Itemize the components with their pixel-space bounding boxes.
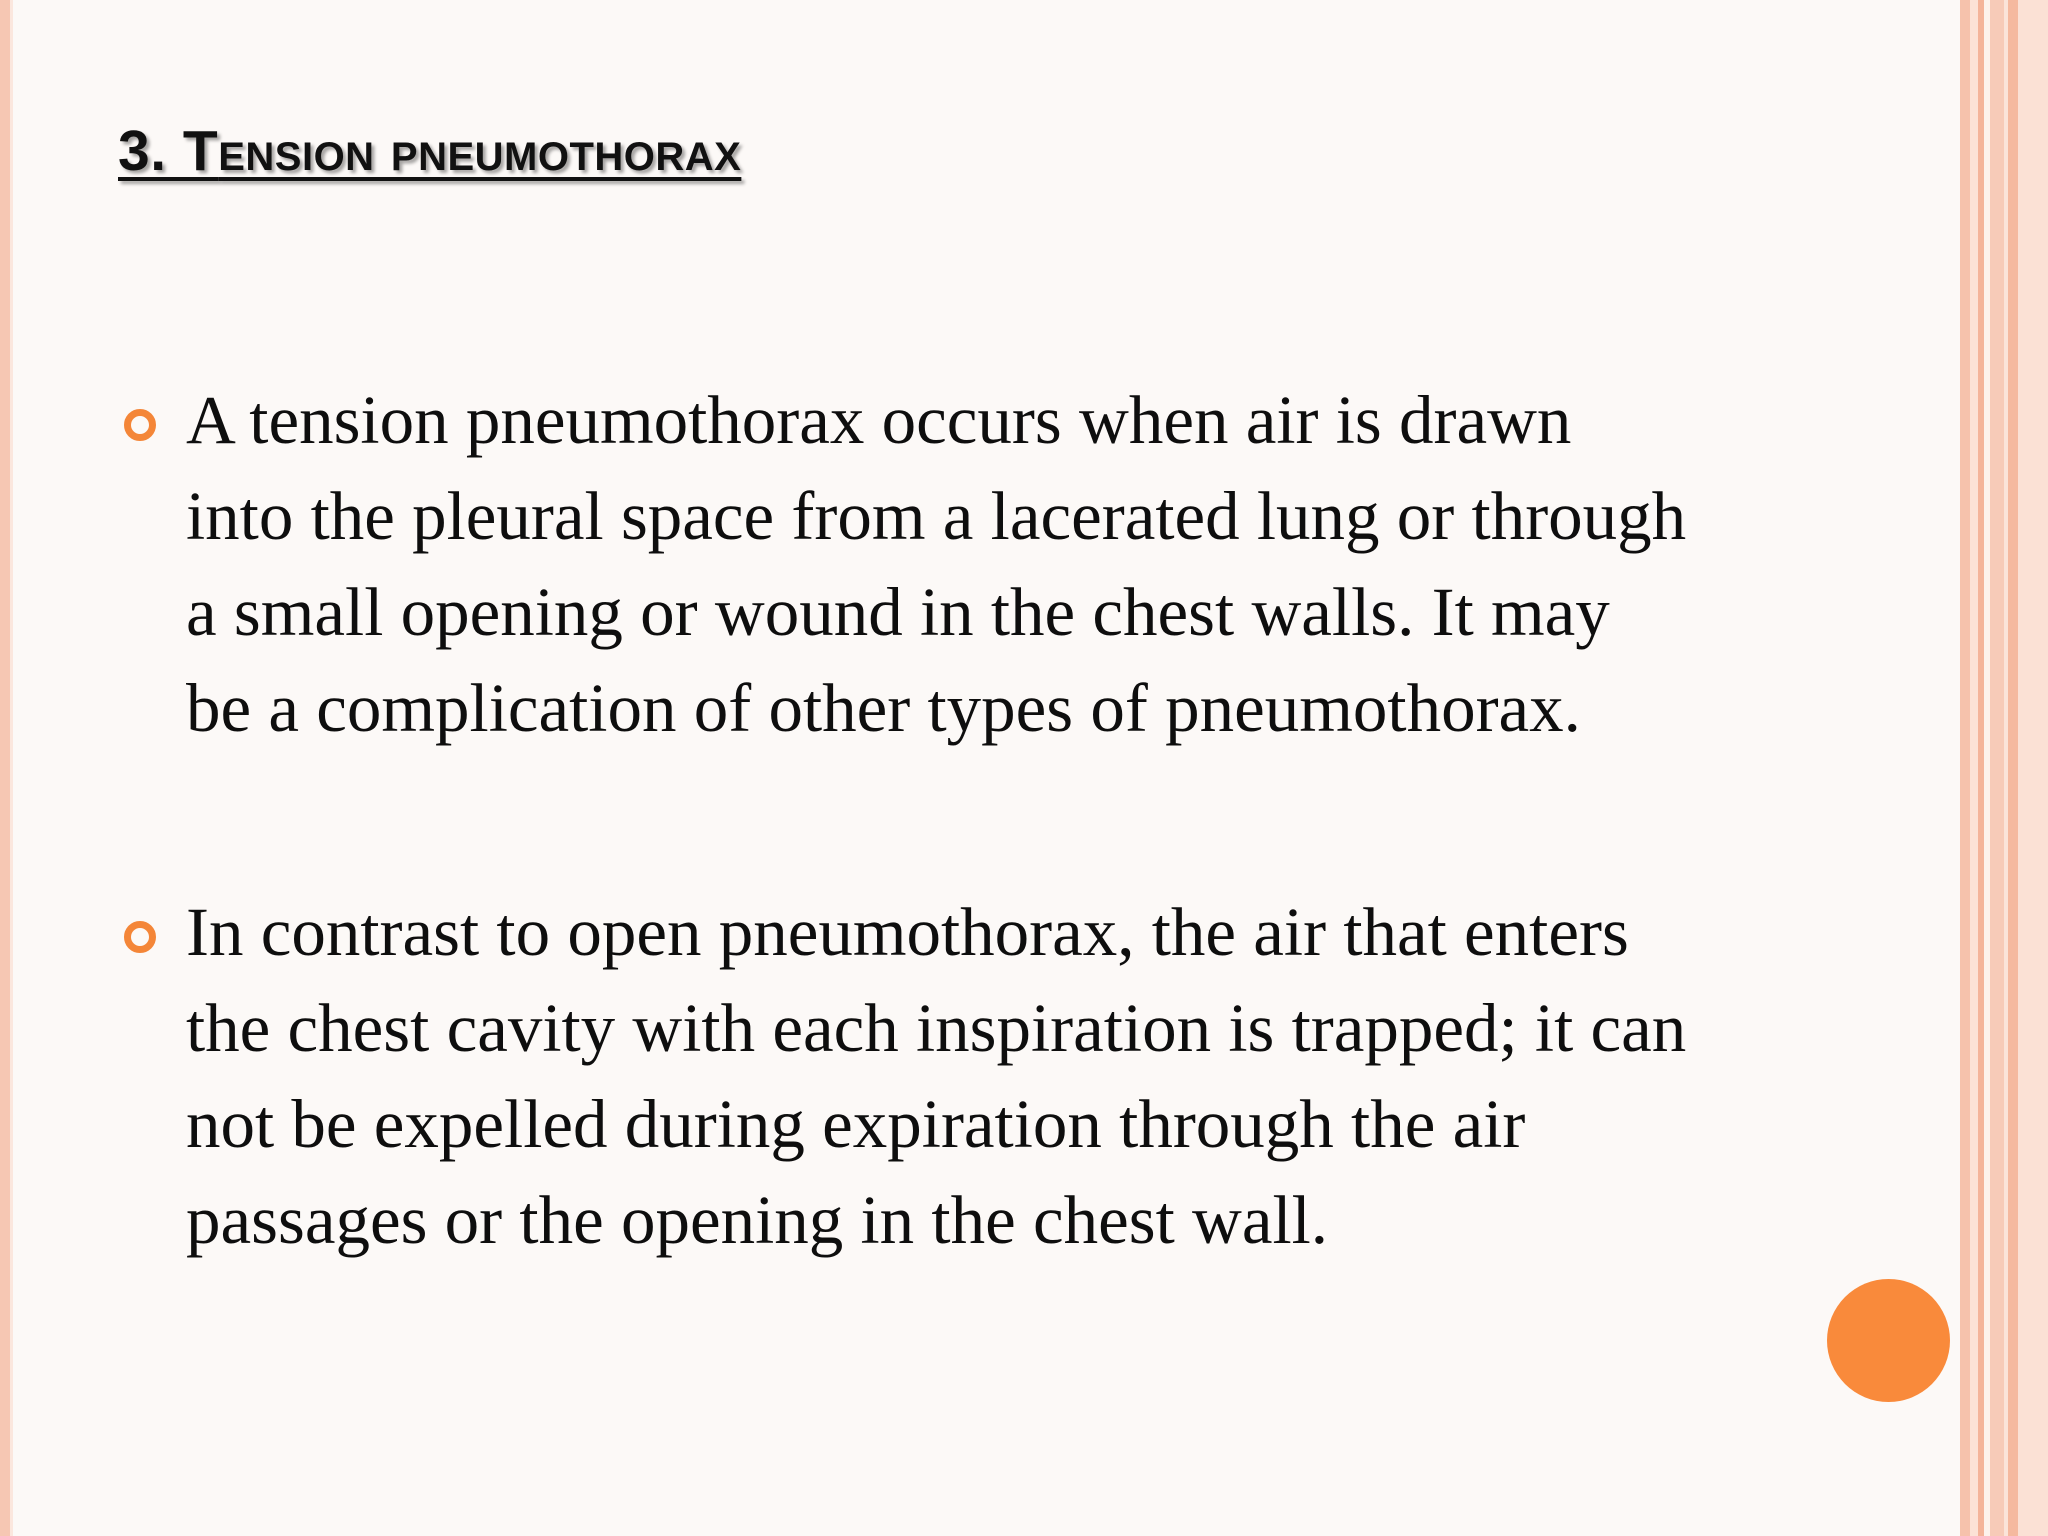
bullet-text [186,372,1918,756]
bullet-line: In contrast to open pneumothorax, the air that enters [186,894,1629,970]
bullet-line: the chest cavity with each inspiration is trapped; it can [186,990,1687,1066]
right-decorative-band [1990,0,2004,1536]
right-decorative-band [2008,0,2018,1536]
left-border-stripe [0,0,10,1536]
bullet-text [186,884,1918,1268]
hollow-circle-bullet-icon [124,409,156,441]
bullet-line: a small opening or wound in the chest walls. It may [186,574,1610,650]
right-decorative-band [2018,0,2048,1536]
slide-title-prefix: 3. T [118,119,219,183]
bullet-line: into the pleural space from a lacerated lung or through [186,478,1687,554]
right-decorative-band [1960,0,1970,1536]
bullet-line: be a complication of other types of pneumothorax. [186,670,1581,746]
left-border-stripe-inner [10,0,13,1536]
bullet-list [118,372,1918,1396]
slide-title-rest: ension pneumothorax [218,119,742,183]
bullet-line: not be expelled during expiration through the air [186,1086,1526,1162]
bullet-line: passages or the opening in the chest wall. [186,1182,1329,1258]
bullet-item [118,884,1918,1268]
hollow-circle-bullet-icon [124,921,156,953]
bullet-line: A tension pneumothorax occurs when air is drawn [186,382,1572,458]
right-decorative-band [1970,0,1978,1536]
bullet-item [118,372,1918,756]
orange-circle-decoration [1827,1279,1950,1402]
slide-title [118,118,741,184]
